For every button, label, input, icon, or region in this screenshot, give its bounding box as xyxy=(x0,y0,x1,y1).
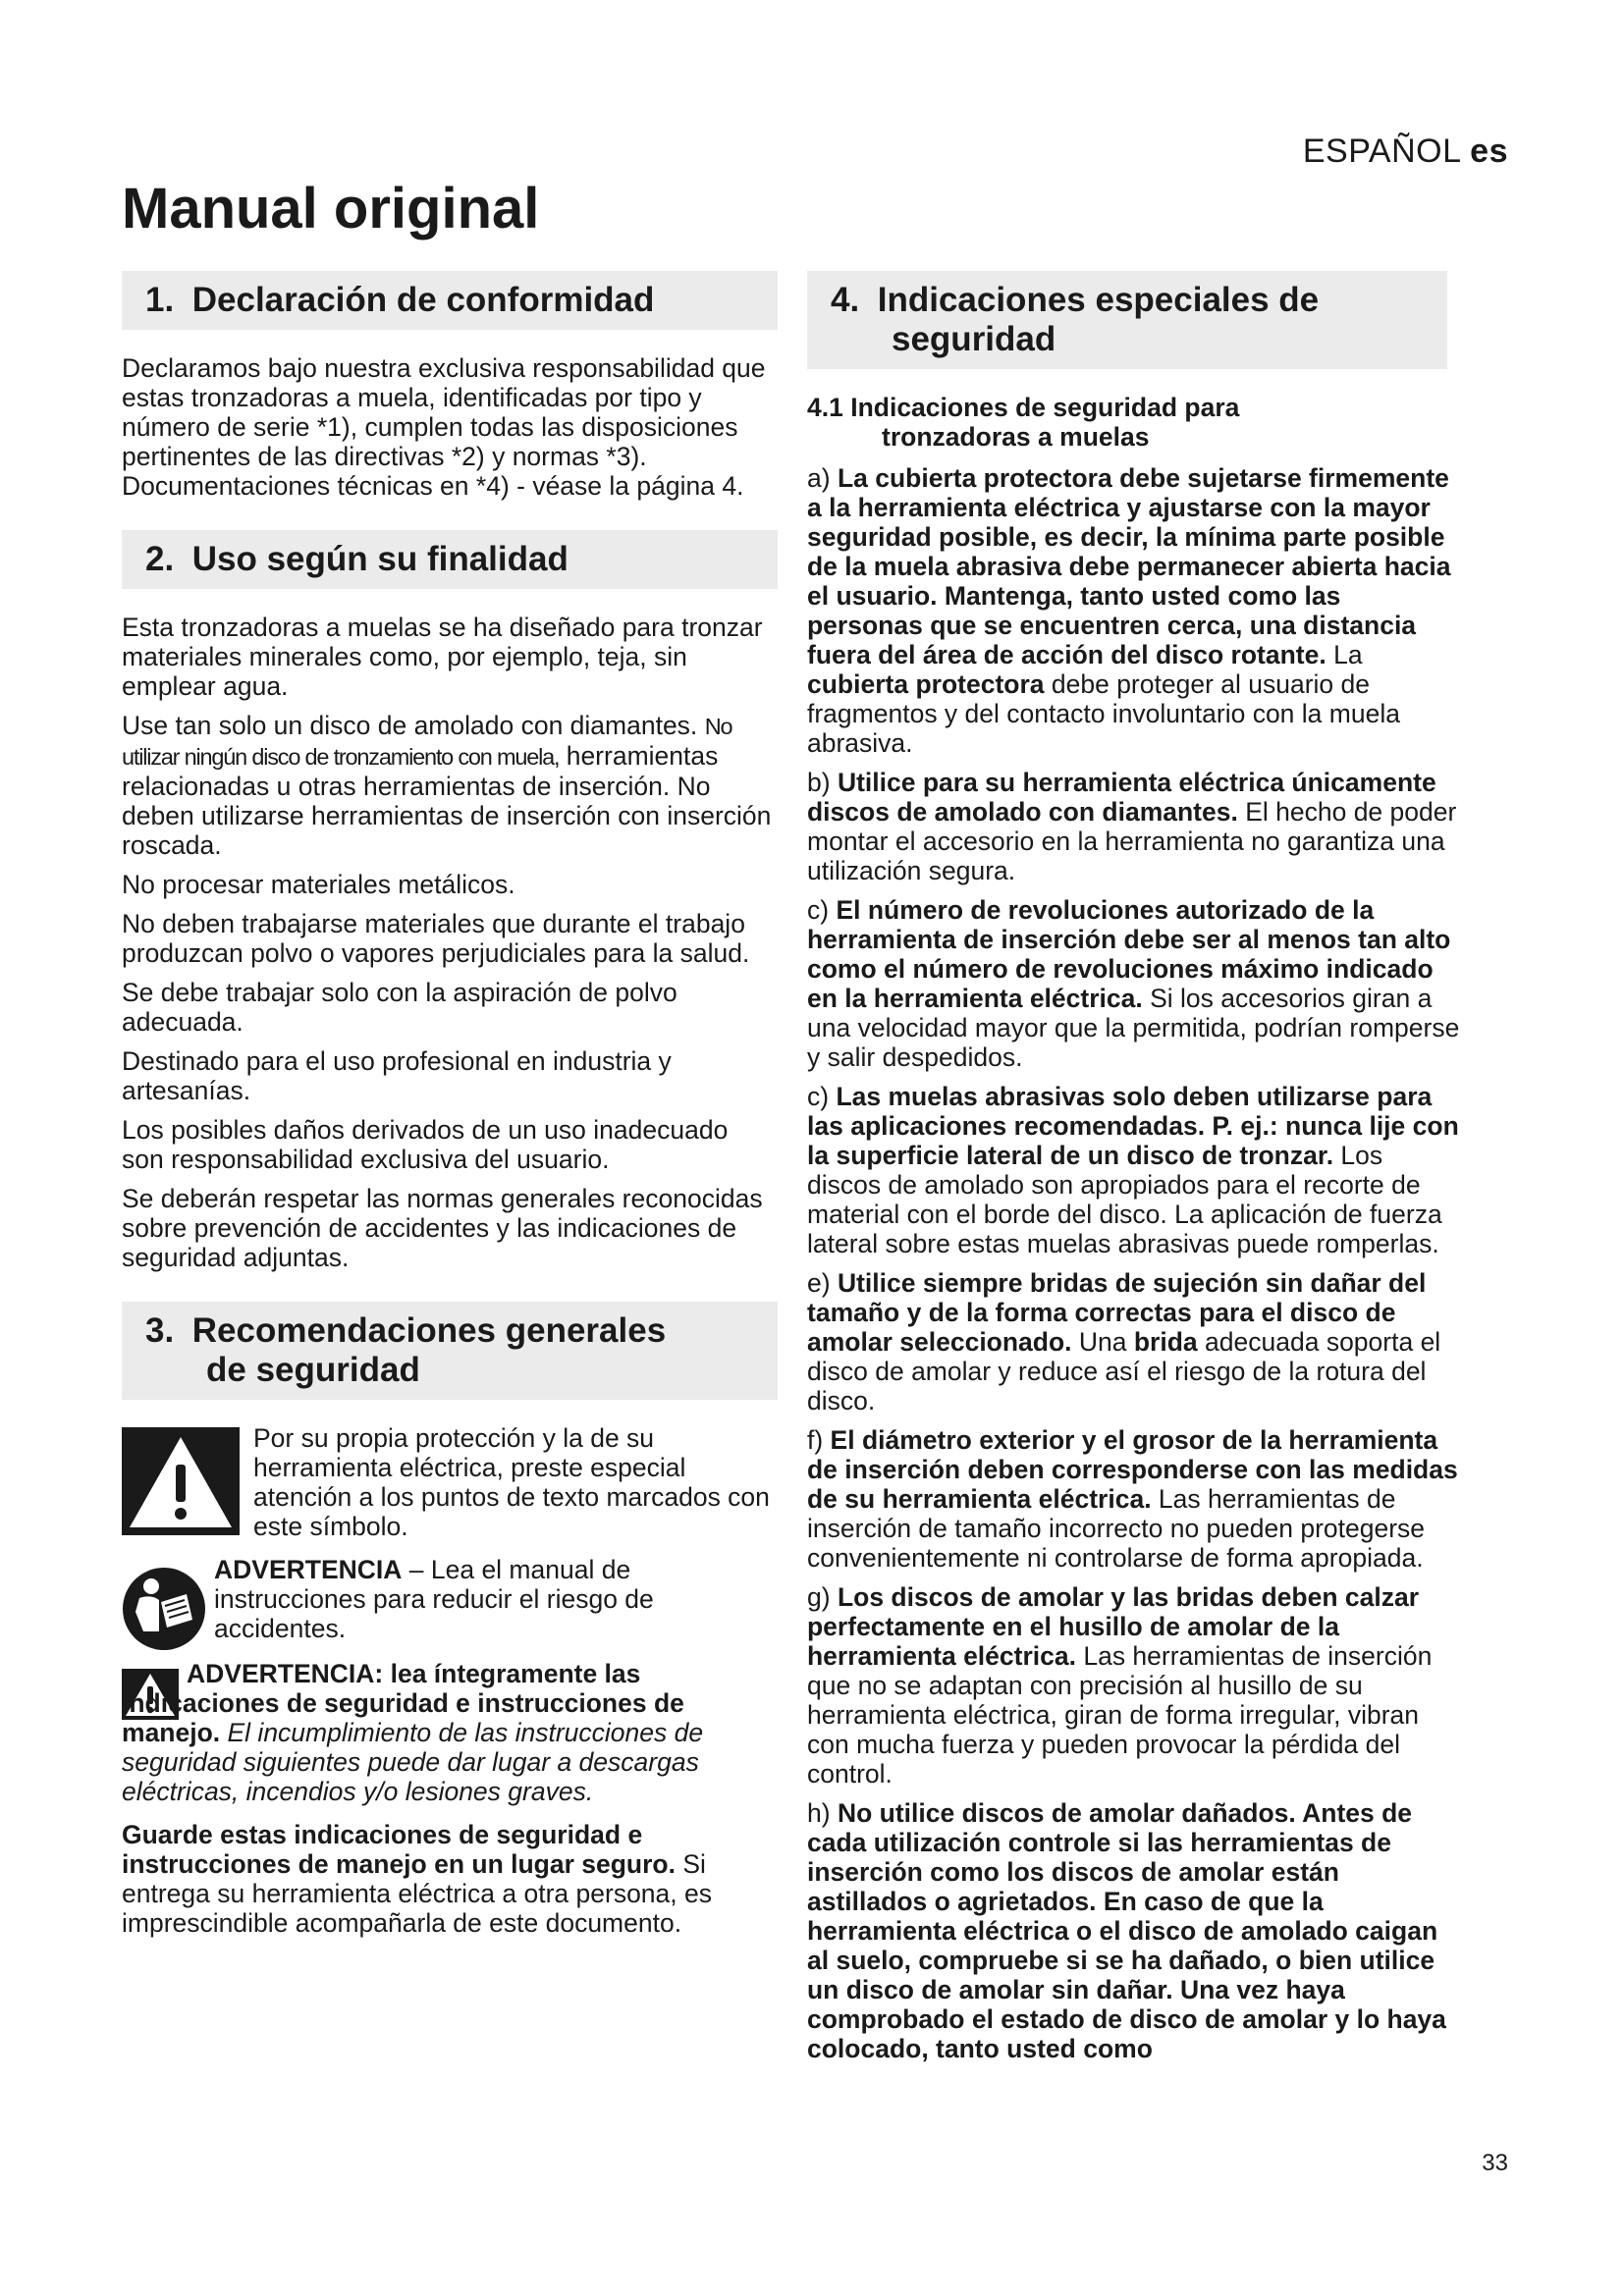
item-text: La xyxy=(1326,640,1363,669)
item-f xyxy=(807,1425,1461,1573)
item-label: h) xyxy=(807,1798,831,1828)
item-bold: El número de revoluciones autorizado de la herramienta de inserción debe ser al menos tan alto como el número de revoluciones máximo indicado en la herramienta eléctrica. xyxy=(807,895,1451,1013)
section-number: 1. xyxy=(145,281,175,319)
item-bold: cubierta protectora xyxy=(807,669,1045,699)
section-title: Recomendaciones generales xyxy=(191,1311,667,1350)
paragraph: Se deberán respetar las normas generales reconocidas sobre prevención de accidentes y las indicaciones de seguridad adjuntas. xyxy=(122,1184,763,1272)
item-text: Si los accesorios giran a una velocidad mayor que la permitida, podrían romperse y salir despedidos. xyxy=(807,984,1460,1072)
advertencia-text: – Lea el manual de instrucciones para reducir el riesgo de accidentes. xyxy=(214,1555,654,1643)
item-c2 xyxy=(807,1082,1461,1258)
paragraph: No procesar materiales metálicos. xyxy=(122,870,515,899)
paragraph: Se debe trabajar solo con la aspiración de polvo adecuada. xyxy=(122,978,677,1037)
item-bold: Utilice siempre bridas de sujeción sin dañar del tamaño y de la forma correctas para el disco de amolar seleccionado. xyxy=(807,1268,1427,1357)
keep-text: Si entrega su herramienta eléctrica a otra persona, es imprescindible acompañarla de este documento. xyxy=(122,1849,712,1938)
item-bold: El diámetro exterior y el grosor de la herramienta de inserción deben corresponderse con las medidas de su herramienta eléctrica. xyxy=(807,1425,1458,1514)
keep-instructions xyxy=(122,1820,774,1938)
advertencia-label: ADVERTENCIA xyxy=(214,1555,403,1584)
section-number: 3. xyxy=(145,1311,175,1350)
paragraph: No deben trabajarse materiales que durante el trabajo produzcan polvo o vapores perjudiciales para la salud. xyxy=(122,909,750,968)
page-number: 33 xyxy=(1482,2150,1508,2176)
section-title: Uso según su finalidad xyxy=(191,540,568,578)
subsection-number: 4.1 xyxy=(807,393,843,422)
section-title-cont: seguridad xyxy=(892,320,1056,358)
advertencia-2 xyxy=(122,1659,774,1806)
paragraph: Declaramos bajo nuestra exclusiva responsabilidad que estas tronzadoras a muela, identificadas por tipo y número de serie *1), cumplen todas las disposiciones pertinentes de las directivas *2) y normas *3). Documentaciones técnicas en *4) - véase la página 4. xyxy=(122,353,766,501)
item-label: a) xyxy=(807,463,831,493)
item-text: Las herramientas de inserción de tamaño incorrecto no pueden protegerse convenientemente ni controlarse de forma apropiada. xyxy=(807,1484,1426,1573)
item-b xyxy=(807,768,1461,885)
text-run: Use tan solo un disco de amolado con diamantes. xyxy=(122,711,698,740)
section-number: 2. xyxy=(145,540,175,578)
section-title: Declaración de conformidad xyxy=(191,281,655,319)
item-bold: Utilice para su herramienta eléctrica únicamente discos de amolado con diamantes. xyxy=(807,768,1436,827)
item-h xyxy=(807,1798,1461,2063)
item-label: b) xyxy=(807,768,831,797)
item-label: g) xyxy=(807,1582,831,1612)
item-g xyxy=(807,1582,1461,1789)
keep-bold: Guarde estas indicaciones de seguridad e instrucciones de manejo en un lugar seguro. xyxy=(122,1820,676,1879)
right-column xyxy=(807,271,1461,2073)
section-1-heading xyxy=(122,271,778,330)
text-run: herramientas relacionadas u otras herramientas de inserción. No deben utilizarse herramientas de inserción con inserción roscada. xyxy=(122,741,772,860)
item-text: Una xyxy=(1071,1327,1134,1357)
subsection-title: Indicaciones de seguridad para xyxy=(850,393,1240,422)
item-label: c) xyxy=(807,1082,830,1111)
item-text: Los discos de amolado son apropiados para el recorte de material con el borde del disco. La aplicación de fuerza lateral sobre estas muelas abrasivas puede romperlas. xyxy=(807,1141,1442,1258)
language-code: es xyxy=(1470,133,1508,170)
advertencia-2-italic: El incumplimiento de las instrucciones de seguridad siguientes puede dar lugar a descargas eléctricas, incendios y/o lesiones graves. xyxy=(122,1718,704,1806)
paragraph: Los posibles daños derivados de un uso inadecuado son responsabilidad exclusiva del usuario. xyxy=(122,1115,729,1174)
language-header xyxy=(1303,133,1508,171)
manual-warning xyxy=(122,1555,774,1651)
item-bold: Los discos de amolar y las bridas deben calzar perfectamente en el husillo de amolar de la herramienta eléctrica. xyxy=(807,1582,1420,1671)
symbol-note xyxy=(122,1423,774,1541)
item-label: c) xyxy=(807,895,830,925)
section-number: 4. xyxy=(831,281,860,319)
item-bold: La cubierta protectora debe sujetarse firmemente a la herramienta eléctrica y ajustarse con la mayor seguridad posible, es decir, la mínima parte posible de la muela abrasiva debe permanecer abierta hacia el usuario. Mantenga, tanto usted como las personas que se encuentren cerca, una distancia fuera del área de acción del disco rotante. xyxy=(807,463,1451,669)
read-manual-icon xyxy=(122,1567,206,1651)
left-column xyxy=(122,271,774,1948)
section-title-cont: de seguridad xyxy=(206,1351,420,1389)
item-text: El hecho de poder montar el accesorio en la herramienta no garantiza una utilización segura. xyxy=(807,797,1457,885)
paragraph: Destinado para el uso profesional en industria y artesanías. xyxy=(122,1046,672,1105)
item-label: e) xyxy=(807,1268,831,1298)
warning-triangle-icon xyxy=(122,1427,240,1535)
item-label: f) xyxy=(807,1425,824,1455)
advertencia-2-bold: ADVERTENCIA: lea íntegramente las indicaciones de seguridad e instrucciones de manejo. xyxy=(122,1659,684,1747)
section-4-heading xyxy=(807,271,1447,369)
item-text: debe proteger al usuario de fragmentos y del contacto involuntario con la muela abrasiva. xyxy=(807,669,1400,758)
paragraph xyxy=(122,711,774,860)
item-bold: Las muelas abrasivas solo deben utilizarse para las aplicaciones recomendadas. P. ej.: nunca lije con la superficie lateral de un disco de tronzar. xyxy=(807,1082,1459,1170)
section-3-heading xyxy=(122,1302,778,1400)
paragraph: Esta tronzadoras a muelas se ha diseñado para tronzar materiales minerales como, por ejemplo, teja, sin emplear agua. xyxy=(122,613,763,701)
item-bold: No utilice discos de amolar dañados. Antes de cada utilización controle si las herramientas de inserción como los discos de amolar están astillados o agrietados. En caso de que la herramienta eléctrica o el disco de amolado caigan al suelo, compruebe si se ha dañado, o bien utilice un disco de amolar sin dañar. Una vez haya comprobado el estado de disco de amolar y lo haya colocado, tanto usted como xyxy=(807,1798,1446,2063)
text-run-condensed: No utilizar ningún disco de tronzamiento con muela, xyxy=(122,714,732,770)
section-title: Indicaciones especiales de xyxy=(877,281,1320,319)
item-c1 xyxy=(807,895,1461,1072)
item-bold: brida xyxy=(1133,1327,1198,1357)
subsection-heading xyxy=(807,393,1461,452)
language-name: ESPAÑOL xyxy=(1302,133,1461,170)
section-2-heading xyxy=(122,530,778,589)
page-title: Manual original xyxy=(122,177,540,240)
item-a xyxy=(807,463,1461,758)
advertencia-1 xyxy=(214,1555,774,1643)
subsection-title-cont: tronzadoras a muelas xyxy=(882,422,1150,452)
item-text: Las herramientas de inserción que no se adaptan con precisión al husillo de su herramienta eléctrica, giran de forma irregular, vibran con mucha fuerza y pueden provocar la pérdida del control. xyxy=(807,1641,1433,1789)
symbol-text: Por su propia protección y la de su herramienta eléctrica, preste especial atención a los puntos de texto marcados con este símbolo. xyxy=(253,1423,770,1541)
item-text: adecuada soporta el disco de amolar y reduce así el riesgo de la rotura del disco. xyxy=(807,1327,1441,1415)
item-e xyxy=(807,1268,1461,1415)
